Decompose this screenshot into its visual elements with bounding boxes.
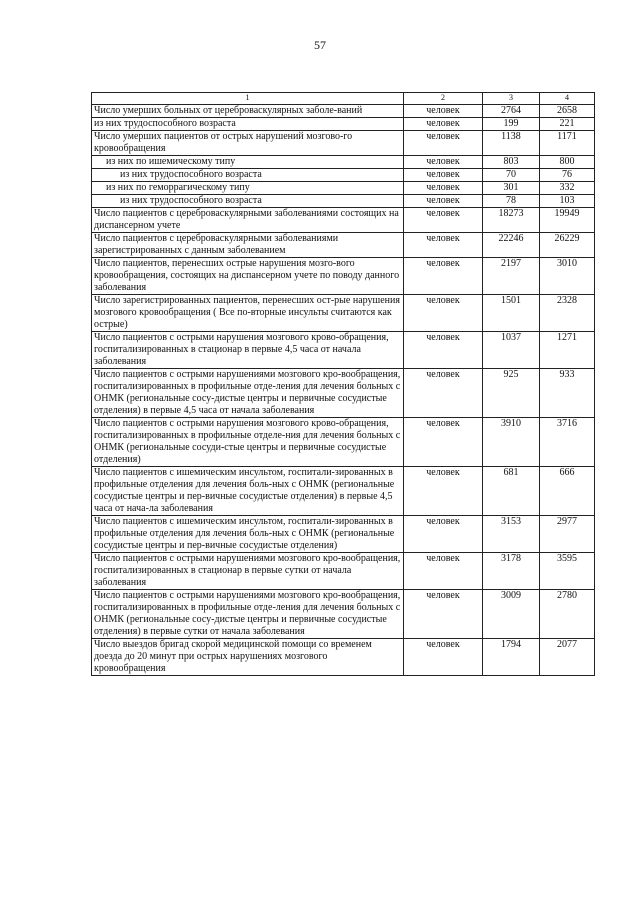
row-value-col3: 70 xyxy=(483,169,540,182)
row-label: из них трудоспособного возраста xyxy=(92,169,404,182)
row-value-col3: 3178 xyxy=(483,553,540,590)
table-row xyxy=(92,233,595,258)
row-label: Число зарегистрированных пациентов, перенесших ост-рые нарушения мозгового кровообращения ( Все по-вторные инсульты считаются как острые) xyxy=(92,295,404,332)
row-unit: человек xyxy=(404,467,483,516)
row-value-col3: 22246 xyxy=(483,233,540,258)
row-unit: человек xyxy=(404,156,483,169)
header-col-4: 4 xyxy=(540,93,595,105)
row-label: Число умерших больных от цереброваскулярных заболе-ваний xyxy=(92,105,404,118)
row-unit: человек xyxy=(404,332,483,369)
row-value-col4: 2077 xyxy=(540,639,595,676)
row-value-col4: 19949 xyxy=(540,208,595,233)
row-value-col3: 803 xyxy=(483,156,540,169)
table-row xyxy=(92,332,595,369)
row-value-col3: 925 xyxy=(483,369,540,418)
row-value-col4: 2977 xyxy=(540,516,595,553)
row-unit: человек xyxy=(404,369,483,418)
row-label: Число пациентов с острыми нарушениями мозгового кро-вообращения, госпитализированных в профильные отде-ления для лечения больных с ОНМК (региональные сосу-дистые центры и первичные сосудистые отделения) в первые сутки от начала заболевания xyxy=(92,590,404,639)
table-row xyxy=(92,195,595,208)
row-value-col3: 1037 xyxy=(483,332,540,369)
row-label: Число пациентов с цереброваскулярными заболеваниями зарегистрированных с данным заболеванием xyxy=(92,233,404,258)
table-row xyxy=(92,295,595,332)
row-value-col4: 933 xyxy=(540,369,595,418)
row-value-col3: 681 xyxy=(483,467,540,516)
row-value-col4: 2328 xyxy=(540,295,595,332)
row-unit: человек xyxy=(404,418,483,467)
header-col-1: 1 xyxy=(92,93,404,105)
table-row xyxy=(92,516,595,553)
row-label: из них по геморрагическому типу xyxy=(92,182,404,195)
row-value-col4: 3595 xyxy=(540,553,595,590)
row-unit: человек xyxy=(404,553,483,590)
row-value-col3: 1501 xyxy=(483,295,540,332)
row-value-col4: 76 xyxy=(540,169,595,182)
row-label: Число пациентов с ишемическим инсультом, госпитали-зированных в профильные отделения для лечения боль-ных с ОНМК (региональные сосудистые центры и пер-вичные сосудистые отделения) в первые 4,5 часа от нача-ла заболевания xyxy=(92,467,404,516)
table-row xyxy=(92,369,595,418)
header-col-3: 3 xyxy=(483,93,540,105)
row-label: Число пациентов с цереброваскулярными заболеваниями состоящих на диспансерном учете xyxy=(92,208,404,233)
row-value-col3: 3153 xyxy=(483,516,540,553)
row-unit: человек xyxy=(404,516,483,553)
table-row xyxy=(92,467,595,516)
row-unit: человек xyxy=(404,118,483,131)
row-label: Число пациентов с острыми нарушения мозгового крово-обращения, госпитализированных в профильные отделе-ния для лечения больных с ОНМК (региональные сосуди-стые центры и первичные сосудистые отделения) xyxy=(92,418,404,467)
statistics-table xyxy=(91,92,595,676)
row-value-col4: 103 xyxy=(540,195,595,208)
row-unit: человек xyxy=(404,182,483,195)
table-header-row xyxy=(92,93,595,105)
row-label: Число пациентов с острыми нарушениями мозгового кро-вообращения, госпитализированных в стационар в первые сутки от начала заболевания xyxy=(92,553,404,590)
row-label: Число умерших пациентов от острых нарушений мозгово-го кровообращения xyxy=(92,131,404,156)
row-value-col4: 332 xyxy=(540,182,595,195)
row-label: из них по ишемическому типу xyxy=(92,156,404,169)
row-label: Число пациентов, перенесших острые нарушения мозго-вого кровообращения, состоящих на диспансерном учете по поводу данного заболевания xyxy=(92,258,404,295)
table-row xyxy=(92,105,595,118)
table-row xyxy=(92,590,595,639)
row-unit: человек xyxy=(404,639,483,676)
row-value-col3: 301 xyxy=(483,182,540,195)
table-row xyxy=(92,182,595,195)
row-value-col4: 2658 xyxy=(540,105,595,118)
row-label: из них трудоспособного возраста xyxy=(92,195,404,208)
row-value-col3: 2764 xyxy=(483,105,540,118)
row-unit: человек xyxy=(404,258,483,295)
row-value-col4: 3716 xyxy=(540,418,595,467)
table-row xyxy=(92,418,595,467)
table-row xyxy=(92,208,595,233)
row-unit: человек xyxy=(404,169,483,182)
table-row xyxy=(92,258,595,295)
row-unit: человек xyxy=(404,590,483,639)
row-value-col3: 2197 xyxy=(483,258,540,295)
row-value-col4: 26229 xyxy=(540,233,595,258)
row-unit: человек xyxy=(404,195,483,208)
header-col-2: 2 xyxy=(404,93,483,105)
row-label: из них трудоспособного возраста xyxy=(92,118,404,131)
row-unit: человек xyxy=(404,131,483,156)
row-unit: человек xyxy=(404,208,483,233)
row-value-col3: 78 xyxy=(483,195,540,208)
row-value-col4: 221 xyxy=(540,118,595,131)
row-label: Число пациентов с острыми нарушения мозгового крово-обращения, госпитализированных в стационар в первые 4,5 часа от начала заболевания xyxy=(92,332,404,369)
page-number: 57 xyxy=(314,38,326,52)
table-row xyxy=(92,118,595,131)
row-value-col3: 18273 xyxy=(483,208,540,233)
row-value-col3: 199 xyxy=(483,118,540,131)
row-unit: человек xyxy=(404,233,483,258)
row-value-col3: 1794 xyxy=(483,639,540,676)
table-row xyxy=(92,639,595,676)
row-value-col3: 3910 xyxy=(483,418,540,467)
row-value-col4: 1271 xyxy=(540,332,595,369)
table-row xyxy=(92,156,595,169)
row-value-col4: 3010 xyxy=(540,258,595,295)
row-unit: человек xyxy=(404,295,483,332)
row-label: Число выездов бригад скорой медицинской помощи со временем доезда до 20 минут при острых нарушениях мозгового кровообращения xyxy=(92,639,404,676)
row-value-col3: 1138 xyxy=(483,131,540,156)
table-row xyxy=(92,131,595,156)
row-label: Число пациентов с острыми нарушениями мозгового кро-вообращения, госпитализированных в профильные отде-ления для лечения больных с ОНМК (региональные сосу-дистые центры и первичные сосудистые отделения) в первые 4,5 часа от начала заболевания xyxy=(92,369,404,418)
row-value-col4: 1171 xyxy=(540,131,595,156)
row-unit: человек xyxy=(404,105,483,118)
row-value-col4: 800 xyxy=(540,156,595,169)
row-value-col4: 2780 xyxy=(540,590,595,639)
row-label: Число пациентов с ишемическим инсультом, госпитали-зированных в профильные отделения для лечения боль-ных с ОНМК (региональные сосудистые центры и пер-вичные сосудистые отделения) xyxy=(92,516,404,553)
row-value-col3: 3009 xyxy=(483,590,540,639)
table-row xyxy=(92,169,595,182)
row-value-col4: 666 xyxy=(540,467,595,516)
table-row xyxy=(92,553,595,590)
